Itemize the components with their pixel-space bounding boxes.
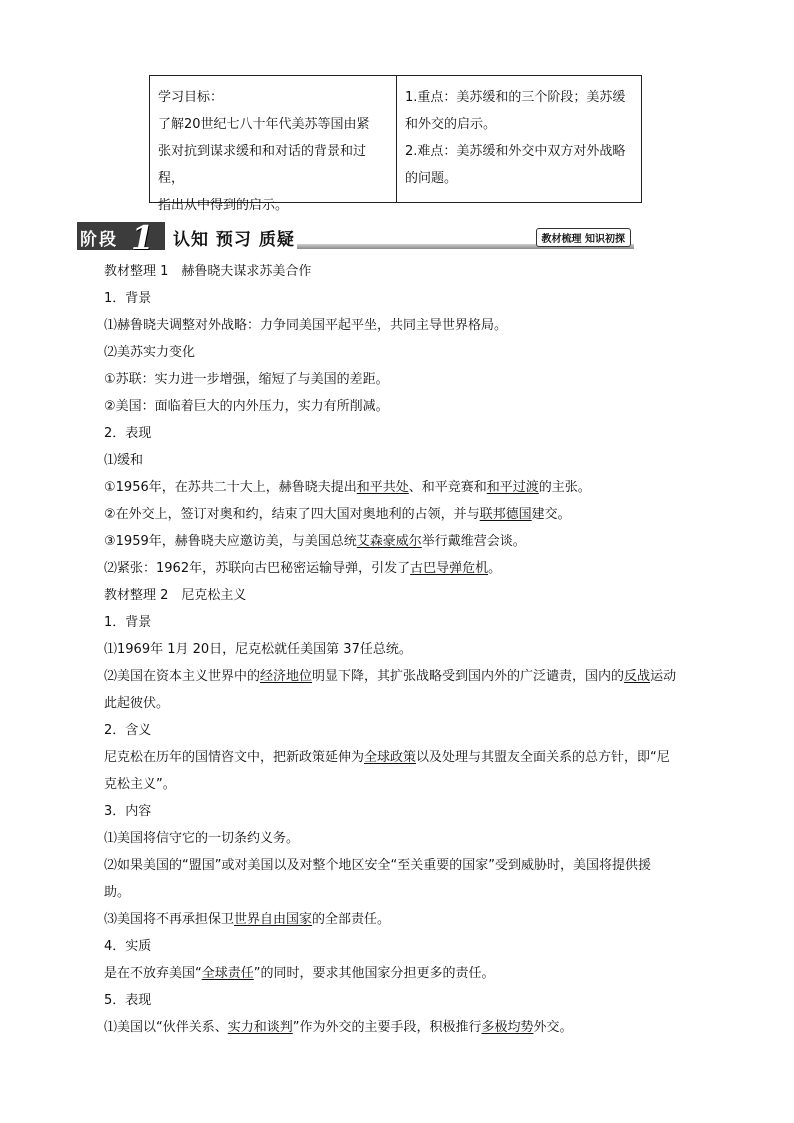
- text-line: [104, 501, 720, 528]
- underlined-term: 经济地位: [260, 669, 313, 684]
- text-span: ”的同时，要求其他国家分担更多的责任。: [253, 966, 495, 981]
- objectives-goal-line: 指出从中得到的启示。: [158, 198, 289, 213]
- objectives-goal-line: 了解20世纪七八十年代美苏等国由紧: [158, 117, 370, 132]
- underlined-term: 古巴导弹危机: [410, 561, 489, 576]
- text-span: 的全部责任。: [312, 912, 391, 927]
- text-line: [104, 1014, 720, 1041]
- text-span: 以及处理与其盟友全面关系的总方针，即“尼: [416, 750, 670, 765]
- item-heading: 3．内容: [104, 804, 152, 819]
- objectives-keypoint-line: 的问题。: [405, 171, 458, 186]
- text-span: 是在不放弃美国“: [104, 966, 202, 981]
- text-span: 尼克松在历年的国情咨文中，把新政策延伸为: [104, 750, 365, 765]
- underlined-term: 反战: [624, 669, 651, 684]
- objectives-keypoint-line: 2.难点：美苏缓和外交中双方对外战略: [405, 144, 626, 159]
- underlined-term: 多极均势: [481, 1020, 534, 1035]
- text-line: [104, 960, 720, 987]
- stage-tag: [77, 218, 165, 257]
- text-span: 明显下降，其扩张战略受到国内外的广泛谴责，国内的: [312, 669, 625, 684]
- text-line: ⑴缓和: [104, 453, 144, 468]
- text-line: ⑴美国将信守它的一切条约义务。: [104, 831, 300, 846]
- text-span: ⑶美国将不再承担保卫: [104, 912, 235, 927]
- objectives-keypoints-cell: [397, 76, 641, 202]
- item-heading: 4．实质: [104, 939, 152, 954]
- text-line: ⑵如果美国的“盟国”或对美国以及对整个地区安全“至关重要的国家”受到威胁时，美国将提供援: [104, 858, 651, 873]
- text-line: 克松主义”。: [104, 777, 176, 792]
- text-span: 、和平竞赛和: [408, 480, 487, 495]
- text-span: 运动: [650, 669, 677, 684]
- text-line: 助。: [104, 885, 131, 900]
- underlined-term: 实力和谈判: [227, 1020, 293, 1035]
- item-heading: 2．表现: [104, 426, 152, 441]
- stage-tag-label: 阶段: [80, 230, 118, 250]
- underlined-term: 全球责任: [201, 966, 254, 981]
- underlined-term: 联邦德国: [479, 507, 532, 522]
- text-line: ⑵美苏实力变化: [104, 345, 196, 360]
- section-heading: 教材整理 2 尼克松主义: [104, 588, 247, 603]
- text-span: 。: [488, 561, 502, 576]
- objectives-goal-line: 张对抗到谋求缓和和对话的背景和过程，: [158, 144, 367, 186]
- text-span: ⑵美国在资本主义世界中的: [104, 669, 261, 684]
- main-content: [104, 258, 720, 1041]
- item-heading: 5．表现: [104, 993, 152, 1008]
- text-line: ①苏联：实力进一步增强，缩短了与美国的差距。: [104, 372, 389, 387]
- objectives-goal-line: 学习目标：: [158, 90, 224, 105]
- text-line: [104, 663, 720, 690]
- text-line: [104, 528, 720, 555]
- underlined-term: 和平过渡: [486, 480, 539, 495]
- text-line: ②美国：面临着巨大的内外压力，实力有所削减。: [104, 399, 389, 414]
- underlined-term: 艾森豪威尔: [356, 534, 422, 549]
- text-span: ②在外交上，签订对奥和约，结束了四大国对奥地利的占领，并与: [104, 507, 480, 522]
- stage-subtitle-badge: 教材梳理 知识初探: [536, 228, 631, 247]
- text-span: 的主张。: [538, 480, 591, 495]
- text-span: 建交。: [531, 507, 571, 522]
- section-heading: 教材整理 1 赫鲁晓夫谋求苏美合作: [104, 264, 312, 279]
- text-line: ⑴赫鲁晓夫调整对外战略：力争同美国平起平坐，共同主导世界格局。: [104, 318, 508, 333]
- text-span: ③1959年，赫鲁晓夫应邀访美，与美国总统: [104, 534, 357, 549]
- text-line: 此起彼伏。: [104, 696, 170, 711]
- text-line: [104, 474, 720, 501]
- underlined-term: 世界自由国家: [234, 912, 313, 927]
- objectives-table: [149, 75, 642, 213]
- text-line: ⑴1969年 1月 20日，尼克松就任美国第 37任总统。: [104, 642, 412, 657]
- text-line: [104, 906, 720, 933]
- text-span: 外交。: [533, 1020, 573, 1035]
- item-heading: 1．背景: [104, 291, 152, 306]
- text-line: [104, 744, 720, 771]
- item-heading: 1．背景: [104, 615, 152, 630]
- objectives-goals-cell: [150, 76, 397, 213]
- underlined-term: 全球政策: [364, 750, 417, 765]
- objectives-keypoint-line: 1.重点：美苏缓和的三个阶段；美苏缓: [405, 90, 626, 105]
- text-span: 举行戴维营会谈。: [421, 534, 526, 549]
- text-span: ⑵紧张：1962年，苏联向古巴秘密运输导弹，引发了: [104, 561, 411, 576]
- objectives-keypoint-line: 和外交的启示。: [405, 117, 497, 132]
- stage-title: 认知 预习 质疑: [173, 230, 295, 250]
- text-span: ⑴美国以“伙伴关系、: [104, 1020, 228, 1035]
- text-line: [104, 555, 720, 582]
- stage-number: 1: [131, 218, 154, 257]
- item-heading: 2．含义: [104, 723, 152, 738]
- text-span: ①1956年，在苏共二十大上，赫鲁晓夫提出: [104, 480, 357, 495]
- stage-banner: [77, 218, 634, 257]
- text-span: ”作为外交的主要手段，积极推行: [292, 1020, 482, 1035]
- underlined-term: 和平共处: [356, 480, 409, 495]
